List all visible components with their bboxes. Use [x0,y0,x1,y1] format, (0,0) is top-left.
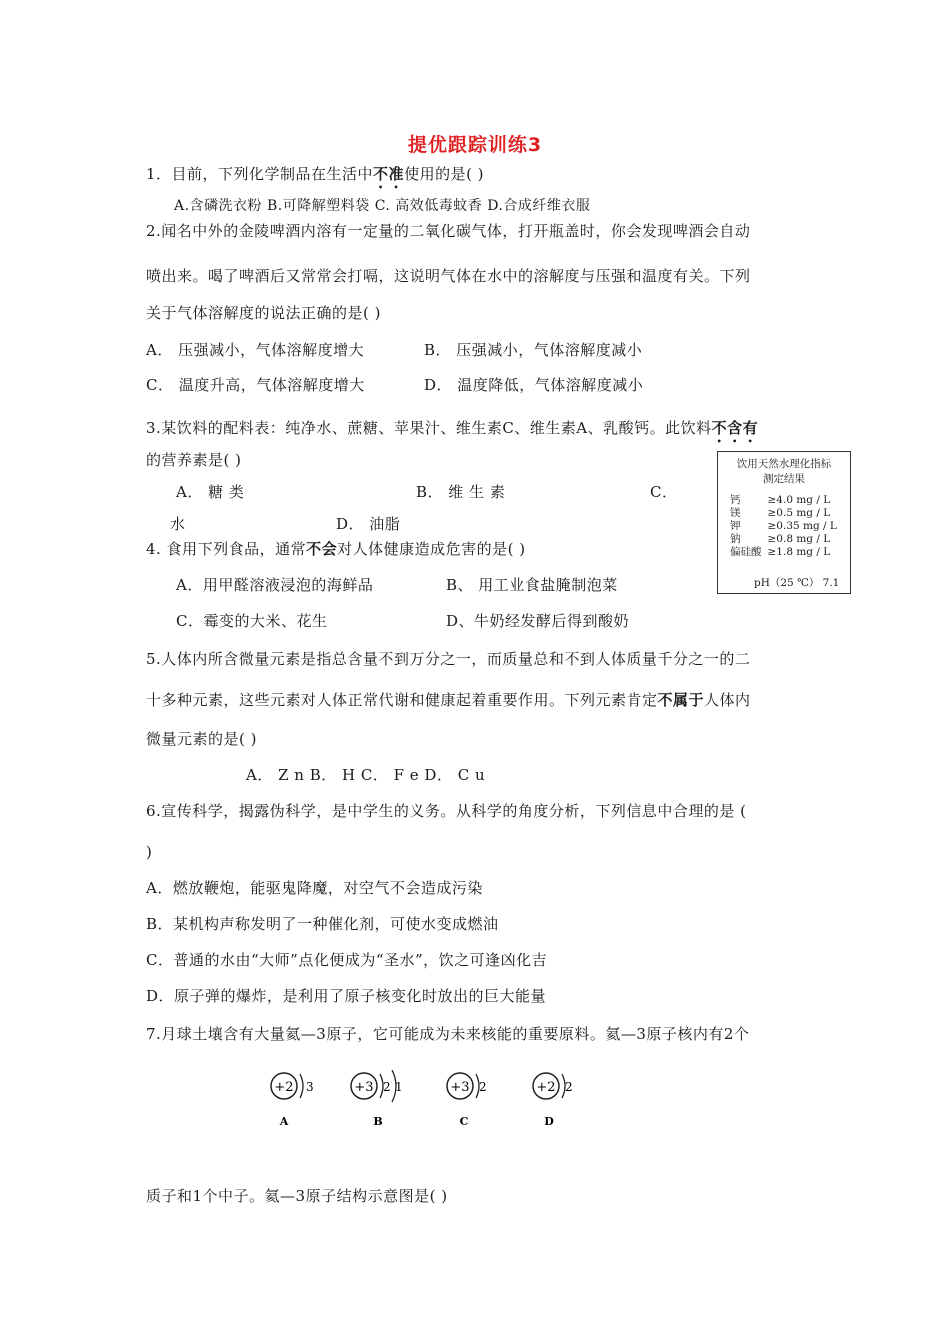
shell-electrons: 2 [479,1080,487,1094]
atom-structure-diagrams [262,1070,592,1132]
q6-option-d: D．原子弹的爆炸，是利用了原子核变化时放出的巨大能量 [146,987,547,1005]
q6-option-b: B．某机构声称发明了一种催化剂，可使水变成燃油 [146,915,499,933]
q6-option-a: A．燃放鞭炮，能驱鬼降魔，对空气不会造成污染 [146,879,483,897]
q2-option-c: C． 温度升高，气体溶解度增大 [146,376,365,394]
water-label-table [730,494,843,559]
mineral-name: 钠 [730,533,741,545]
table-row [730,494,843,507]
q3-option-d: D． 油脂 [336,515,401,533]
q1-stem [146,164,484,192]
q4-option-a: A．用甲醛溶液浸泡的海鲜品 [176,576,374,594]
q3-option-c: C． [650,483,678,501]
q2-line1: 2.闻名中外的金陵啤酒内溶有一定量的二氧化碳气体，打开瓶盖时，你会发现啤酒会自动 [146,222,751,240]
nucleus-charge: +3 [354,1080,374,1095]
option-label: B [373,1115,383,1128]
q5-line2-a: 十多种元素，这些元素对人体正常代谢和健康起着重要作用。下列元素肯定 [146,691,658,709]
atom-diagram-c [447,1073,487,1128]
water-label-figure [717,451,851,594]
q4-option-b: B、 用工业食盐腌制泡菜 [446,576,618,594]
atom-diagram-d [533,1073,573,1128]
option-label: D [544,1115,554,1128]
atom-diagram-a [271,1073,314,1128]
option-label: C [459,1115,469,1128]
table-row [730,546,843,559]
q2-line2: 喷出来。喝了啤酒后又常常会打嗝，这说明气体在水中的溶解度与压强和温度有关。下列 [146,267,751,285]
q5-emphasis: 不属于 [657,691,705,709]
nucleus-charge: +2 [536,1080,556,1095]
page-title: 提优跟踪训练3 [407,134,543,156]
q5-line3: 微量元素的是( ) [146,730,257,748]
mineral-name: 钾 [730,520,741,532]
q1-emphasis: 不准 [373,165,405,183]
nucleus-charge: +2 [274,1080,294,1095]
q7-line2: 质子和1个中子。氦—3原子结构示意图是( ) [146,1187,448,1205]
water-label-title2: 测定结果 [763,473,805,485]
q3-line1 [146,418,758,446]
mineral-value: ≥1.8 mg / L [767,546,831,558]
q4-stem-a: 4. 食用下列食品，通常 [146,540,307,558]
q3-option-b: B． 维 生 素 [416,483,506,501]
shell-electrons: 3 [306,1080,314,1094]
q5-line2 [146,690,751,710]
table-row [730,533,843,546]
q3-line1-a: 3.某饮料的配料表：纯净水、蔗糖、苹果汁、维生素C、维生素A、乳酸钙。此饮料 [146,419,712,437]
q4-option-c: C．霉变的大米、花生 [176,612,328,630]
mineral-name: 偏硅酸 [730,546,762,558]
q4-emphasis: 不会 [306,540,338,558]
q2-option-a: A． 压强减小，气体溶解度增大 [146,341,365,359]
q3-option-a: A． 糖 类 [176,483,245,501]
mineral-value: ≥4.0 mg / L [767,494,831,506]
q5-options: A． Z n B． H C． F e D． C u [246,766,486,784]
nucleus-charge: +3 [450,1080,470,1095]
q2-option-d: D． 温度降低，气体溶解度减小 [424,376,644,394]
table-row [730,507,843,520]
mineral-value: ≥0.35 mg / L [767,520,837,532]
mineral-value: ≥0.8 mg / L [767,533,831,545]
q3-line2: 的营养素是( ) [146,451,242,469]
atom-diagram-b [351,1070,403,1128]
shell-electrons: 1 [395,1080,403,1094]
q6-line2: ) [146,843,153,861]
q4-stem-c: 对人体健康造成危害的是( ) [337,540,526,558]
q6-option-c: C．普通的水由“大师”点化便成为“圣水”，饮之可逢凶化吉 [146,951,548,969]
water-label-ph: pH（25 ℃） 7.1 [754,577,840,589]
q1-options: A.含磷洗衣粉 B.可降解塑料袋 C. 高效低毒蚊香 D.合成纤维衣服 [174,198,591,214]
option-label: A [279,1115,289,1128]
q5-line1: 5.人体内所含微量元素是指总含量不到万分之一，而质量总和不到人体质量千分之一的二 [146,650,751,668]
shell-electrons: 2 [383,1080,391,1094]
q7-line1: 7.月球土壤含有大量氦—3原子，它可能成为未来核能的重要原料。氦—3原子核内有2个 [146,1025,750,1043]
shell-electrons: 2 [565,1080,573,1094]
q4-option-d: D、牛奶经发酵后得到酸奶 [446,612,630,630]
q6-line1: 6.宣传科学，揭露伪科学，是中学生的义务。从科学的角度分析，下列信息中合理的是 ( [146,802,747,820]
q5-line2-c: 人体内 [704,691,751,709]
mineral-name: 镁 [730,507,741,519]
q1-stem-a: 1．目前，下列化学制品在生活中 [146,165,374,183]
table-row [730,520,843,533]
q4-stem [146,539,526,559]
q2-option-b: B． 压强减小，气体溶解度减小 [424,341,643,359]
mineral-value: ≥0.5 mg / L [767,507,831,519]
q1-stem-c: 使用的是( ) [404,165,485,183]
q3-emphasis: 不含有 [711,419,759,437]
mineral-name: 钙 [730,494,741,506]
q2-line3: 关于气体溶解度的说法正确的是( ) [146,304,381,322]
water-label-title1: 饮用天然水理化指标 [736,458,832,470]
q3-option-c-text: 水 [170,515,186,533]
